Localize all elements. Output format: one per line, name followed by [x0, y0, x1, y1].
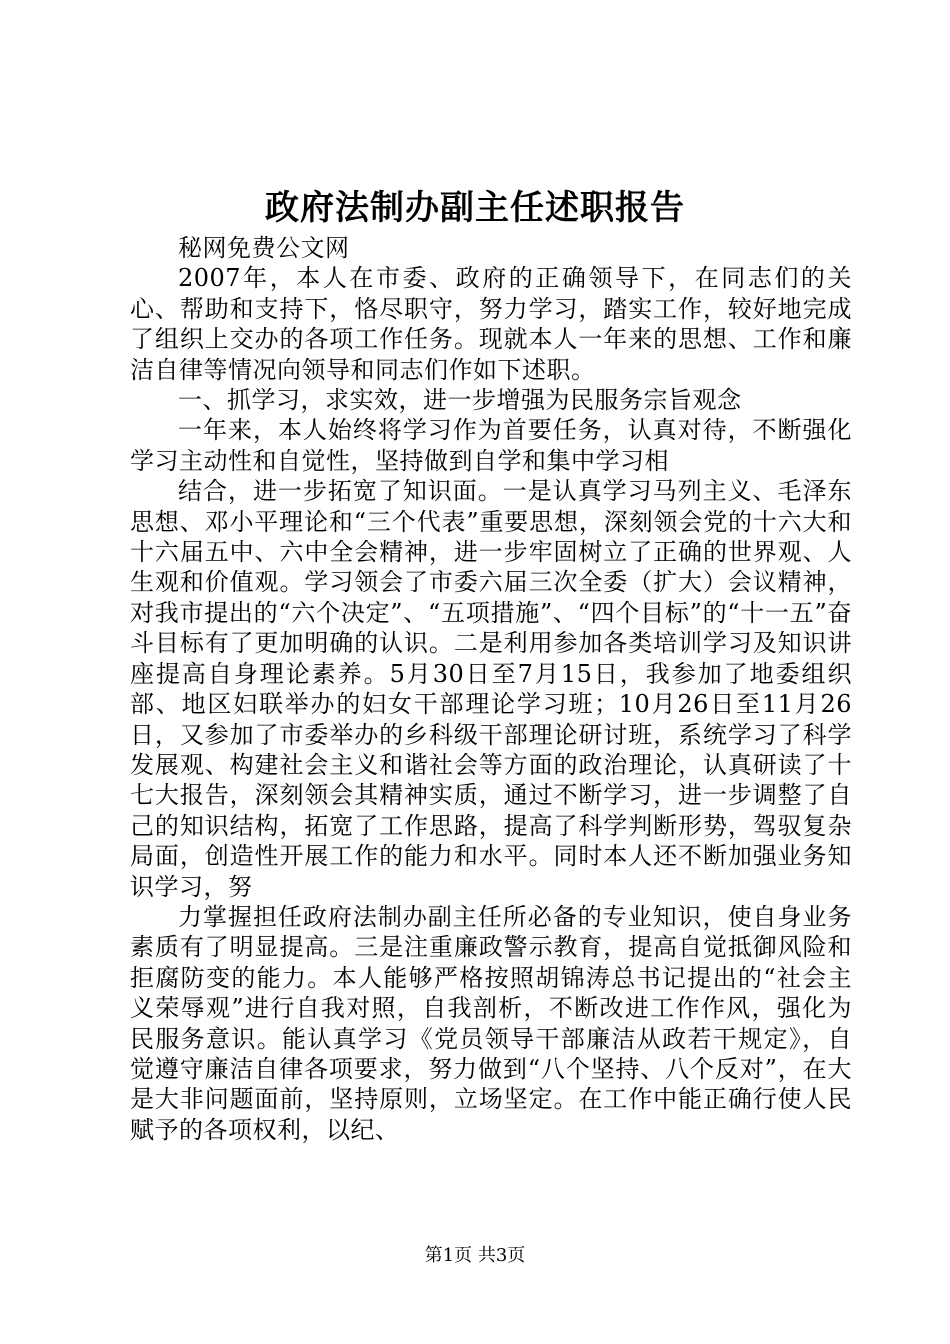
paragraph-source: 秘网免费公文网	[178, 234, 350, 262]
paragraph-study-3: 力掌握担任政府法制办副主任所必备的专业知识，使自身业务素质有了明显提高。三是注重廉政警示教育，提高自觉抵御风险和拒腐防变的能力。本人能够严格按照胡锦涛总书记提出的“社会主义荣辱观”进行自我对照，自我剖析，不断改进工作作风，强化为民服务意识。能认真学习《党员领导干部廉洁从政若干规定》，自觉遵守廉洁自律各项要求，努力做到“八个坚持、八个反对”，在大是大非问题面前，坚持原则，立场坚定。在工作中能正确行使人民赋予的各项权利，以纪、	[130, 902, 852, 1144]
page-footer: 第1页 共3页	[424, 1245, 526, 1266]
document-title: 政府法制办副主任述职报告	[265, 188, 685, 228]
paragraph-study-2: 结合，进一步拓宽了知识面。一是认真学习马列主义、毛泽东思想、邓小平理论和“三个代表”重要思想，深刻领会党的十六大和十六届五中、六中全会精神，进一步牢固树立了正确的世界观、人生观和价值观。学习领会了市委六届三次全委（扩大）会议精神，对我市提出的“六个决定”、“五项措施”、“四个目标”的“十一五”奋斗目标有了更加明确的认识。二是利用参加各类培训学习及知识讲座提高自身理论素养。5月30日至7月15日，我参加了地委组织部、地区妇联举办的妇女干部理论学习班；10月26日至11月26日，又参加了市委举办的乡科级干部理论研讨班，系统学习了科学发展观、构建社会主义和谐社会等方面的政治理论，认真研读了十七大报告，深刻领会其精神实质，通过不断学习，进一步调整了自己的知识结构，拓宽了工作思路，提高了科学判断形势，驾驭复杂局面，创造性开展工作的能力和水平。同时本人还不断加强业务知识学习，努	[130, 477, 852, 901]
paragraph-intro: 2007年，本人在市委、政府的正确领导下，在同志们的关心、帮助和支持下，恪尽职守，努力学习，踏实工作，较好地完成了组织上交办的各项工作任务。现就本人一年来的思想、工作和廉洁自律等情况向领导和同志们作如下述职。	[130, 264, 852, 384]
section-heading-1: 一、抓学习，求实效，进一步增强为民服务宗旨观念	[178, 386, 742, 415]
paragraph-study-1: 一年来，本人始终将学习作为首要任务，认真对待，不断强化学习主动性和自觉性，坚持做到自学和集中学习相	[130, 416, 852, 475]
document-body	[130, 233, 852, 1145]
